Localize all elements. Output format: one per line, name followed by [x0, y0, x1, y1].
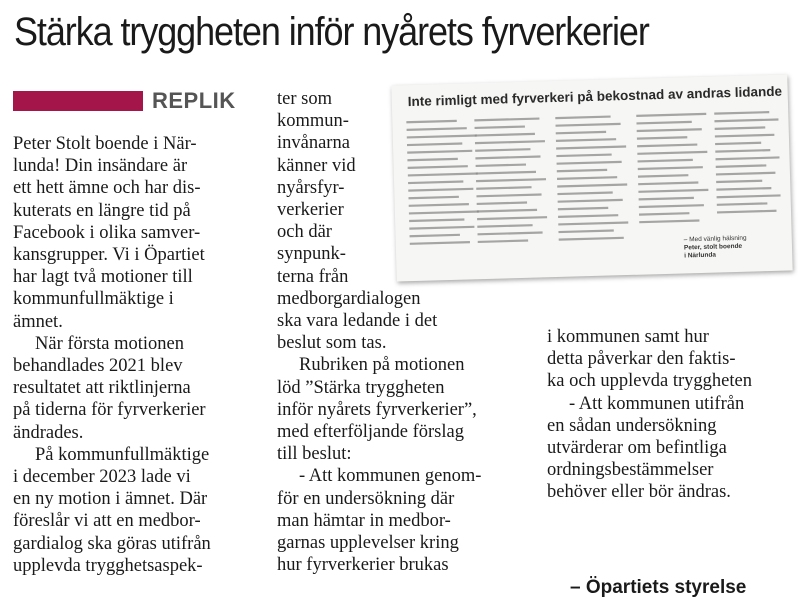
text-line: garnas upplevelser kring [277, 533, 459, 554]
text-line: på tiderna för fyrverkerier [13, 400, 206, 421]
text-line: för en undersökning där [277, 488, 455, 509]
paragraph [13, 333, 263, 444]
section-tag-bar [13, 91, 143, 111]
text-line: ter som [277, 89, 332, 109]
text-line: lunda! Din insändare är [13, 156, 188, 177]
paragraph [277, 354, 537, 465]
text-line: invånarna [277, 133, 350, 154]
text-line: hur fyrverkerier brukas [277, 555, 449, 576]
text-line: Rubriken på motionen [299, 355, 465, 376]
text-line: ka och upplevda tryggheten [547, 371, 752, 392]
text-line: - Att kommunen utifrån [569, 393, 745, 414]
clipping-signature-place: i Närlunda [684, 251, 717, 260]
text-line: - Att kommunen genom- [299, 466, 482, 487]
text-line: utvärderar om befintliga [547, 438, 727, 459]
text-line: kuterats en längre tid på [13, 200, 191, 221]
text-line: kommun- [277, 111, 349, 132]
text-line: en sådan undersökning [547, 415, 717, 436]
text-line: upplevda trygghetsaspek- [13, 555, 203, 576]
text-line: i december 2023 lade vi [13, 467, 191, 488]
text-line: gardialog ska göras utifrån [13, 533, 211, 554]
clipping-paper [391, 75, 792, 282]
clipping-title: Inte rimligt med fyrverkeri på bekostnad av andras lidande [407, 83, 783, 110]
text-line: föreslår vi att en medbor- [13, 511, 201, 532]
quoted-letter-clipping [391, 75, 792, 282]
text-line: nyårsfyr- [277, 177, 345, 198]
text-line: detta påverkar den faktis- [547, 349, 736, 370]
text-line: medborgardialogen [277, 288, 421, 309]
text-line: Facebook i olika samver- [13, 222, 201, 243]
clipping-signature-greeting: – Med vänlig hälsning [683, 234, 747, 244]
text-line: På kommunfullmäktige [35, 444, 210, 465]
text-line: löd ”Stärka tryggheten [277, 377, 445, 398]
text-line: behöver eller bör ändras. [547, 482, 731, 503]
signature: – Öpartiets styrelse [570, 577, 747, 598]
text-line: ämnet. [13, 311, 63, 332]
text-line: synpunk- [277, 244, 346, 265]
text-line: behandlades 2021 blev [13, 356, 183, 377]
text-line: kommunfullmäktige i [13, 289, 174, 310]
text-line: När första motionen [35, 333, 184, 354]
text-column-3 [547, 326, 792, 504]
text-line: ska vara ledande i det [277, 311, 438, 332]
paragraph [13, 133, 263, 333]
text-line: Peter Stolt boende i När- [13, 134, 197, 154]
text-line: med efterföljande förslag [277, 422, 464, 443]
text-line: ordningsbestämmelser [547, 460, 714, 481]
clipping-signature [682, 232, 792, 261]
paragraph [547, 393, 792, 504]
headline: Stärka tryggheten inför nyårets fyrverkerier [14, 10, 649, 54]
clipping-signature-name: Peter, stolt boende [683, 242, 743, 252]
text-line: inför nyårets fyrverkerier”, [277, 399, 477, 420]
text-line: ändrades. [13, 422, 84, 443]
text-line: terna från [277, 266, 349, 287]
text-line: och där [277, 222, 332, 243]
text-line: känner vid [277, 155, 356, 176]
text-line: har lagt två motioner till [13, 267, 193, 288]
paragraph [277, 465, 537, 576]
paragraph [547, 326, 792, 393]
text-column-1 [13, 133, 263, 577]
text-line: man hämtar in medbor- [277, 510, 451, 531]
text-line: verkerier [277, 200, 344, 221]
section-tag: REPLIK [152, 88, 236, 113]
text-line: ett hett ämne och har dis- [13, 178, 201, 199]
text-line: till beslut: [277, 444, 352, 465]
text-line: en ny motion i ämnet. Där [13, 489, 208, 510]
text-line: i kommunen samt hur [547, 327, 709, 347]
text-line: kansgrupper. Vi i Öpartiet [13, 245, 205, 266]
paragraph [13, 444, 263, 577]
text-line: beslut som tas. [277, 333, 387, 354]
text-line: resultatet att riktlinjerna [13, 378, 191, 399]
